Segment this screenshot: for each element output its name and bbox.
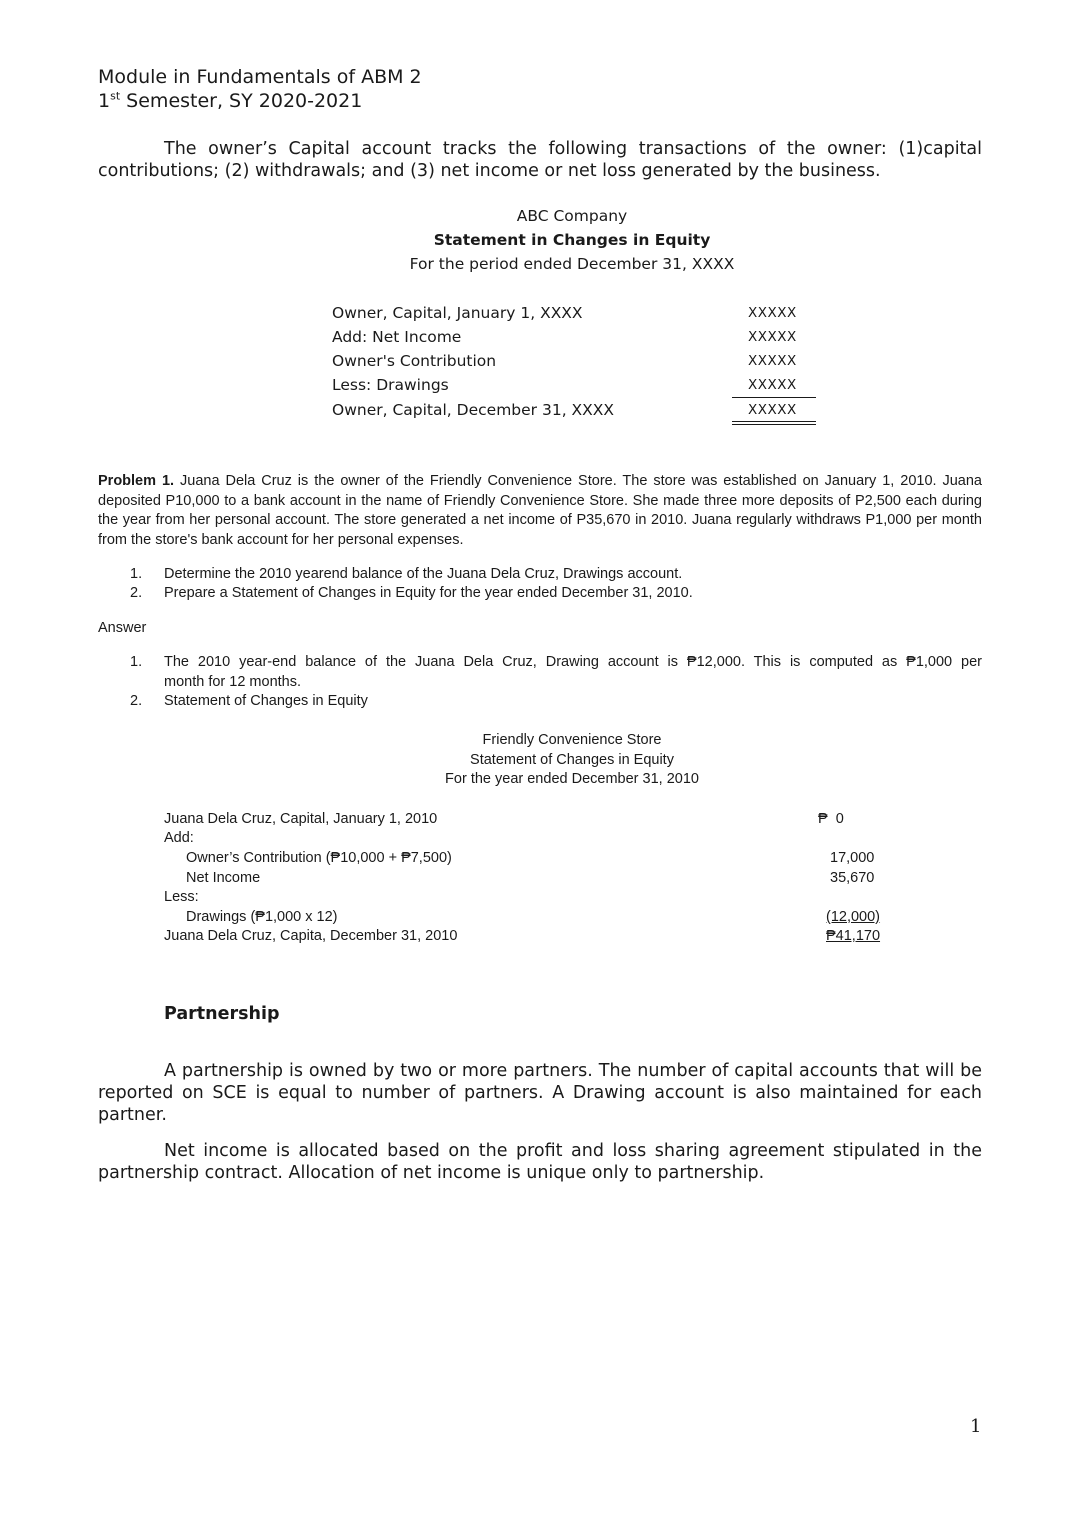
answer-text: Statement of Changes in Equity <box>164 693 368 709</box>
fcs-contribution-label: Owner’s Contribution (₱10,000 + ₱7,500) <box>186 850 452 866</box>
semester-number: 1 <box>98 90 111 112</box>
partnership-paragraph-1: A partnership is owned by two or more partners. The number of capital accounts that will be reported on SCE is equal to number of partners. A Drawing account is also maintained for each partner. <box>98 1061 982 1125</box>
template-row-label: Add: Net Income <box>332 328 462 346</box>
template-title: Statement in Changes in Equity <box>433 231 711 249</box>
question-number: 1. <box>130 566 143 582</box>
answer-number: 1. <box>130 654 143 670</box>
problem-label: Problem 1. <box>98 473 175 489</box>
total-double-underline-top <box>732 421 816 422</box>
total-double-underline-bottom <box>732 424 816 425</box>
fcs-net-income-label: Net Income <box>186 870 261 886</box>
fcs-capital-begin-value: ₱ 0 <box>818 811 844 827</box>
question-text: Prepare a Statement of Changes in Equity for the year ended December 31, 2010. <box>164 585 693 601</box>
fcs-company: Friendly Convenience Store <box>482 732 662 748</box>
intro-paragraph: The owner’s Capital account tracks the following transactions of the owner: (1)capital contributions; (2) withdrawals; and (3) net income or net loss generated by the business. <box>98 139 982 181</box>
question-number: 2. <box>130 585 143 601</box>
fcs-capital-end-label: Juana Dela Cruz, Capita, December 31, 2010 <box>164 928 458 944</box>
fcs-title: Statement of Changes in Equity <box>470 752 674 768</box>
template-row-label: Owner, Capital, January 1, XXXX <box>332 304 583 322</box>
fcs-contribution-value: 17,000 <box>830 850 875 866</box>
fcs-net-income-value: 35,670 <box>830 870 875 886</box>
template-row-value: XXXXX <box>748 377 797 393</box>
semester-ordinal: st <box>110 89 121 103</box>
answer-number: 2. <box>130 693 143 709</box>
template-row-value: XXXXX <box>748 305 797 321</box>
problem-paragraph <box>98 472 982 551</box>
template-row-value: XXXXX <box>748 402 797 418</box>
fcs-add-label: Add: <box>164 830 194 846</box>
subtotal-underline <box>732 397 816 398</box>
semester-text: Semester, SY 2020-2021 <box>120 90 363 112</box>
fcs-drawings-value: (12,000) <box>826 909 881 925</box>
fcs-capital-end-value: ₱41,170 <box>826 928 881 944</box>
fcs-drawings-label: Drawings (₱1,000 x 12) <box>186 909 338 925</box>
answer-heading: Answer <box>98 620 147 636</box>
answer-text-line2: month for 12 months. <box>164 674 302 690</box>
module-title: Module in Fundamentals of ABM 2 <box>98 66 422 88</box>
fcs-capital-begin-label: Juana Dela Cruz, Capital, January 1, 2010 <box>164 811 438 827</box>
answer-text-line1: The 2010 year-end balance of the Juana Dela Cruz, Drawing account is ₱12,000. This is computed as ₱1,000 per <box>164 654 982 670</box>
template-row-label: Less: Drawings <box>332 376 449 394</box>
template-row-label: Owner's Contribution <box>332 352 497 370</box>
question-text: Determine the 2010 yearend balance of the Juana Dela Cruz, Drawings account. <box>164 566 683 582</box>
fcs-less-label: Less: <box>164 889 199 905</box>
problem-text: Juana Dela Cruz is the owner of the Friendly Convenience Store. The store was established on January 1, 2010. Juana deposited P10,000 to a bank account in the name of Friendly Convenience Store. She made three more deposits of P2,500 each during the year from her personal account. The store generated a net income of P35,670 in 2010. Juana regularly withdraws P1,000 per month from the store's bank account for her personal expenses. <box>98 473 982 549</box>
template-row-value: XXXXX <box>748 329 797 345</box>
template-company: ABC Company <box>516 207 628 225</box>
partnership-heading: Partnership <box>164 1004 280 1024</box>
template-row-label: Owner, Capital, December 31, XXXX <box>332 401 615 419</box>
semester-line <box>98 89 362 113</box>
fcs-period: For the year ended December 31, 2010 <box>445 771 699 787</box>
partnership-paragraph-2: Net income is allocated based on the profit and loss sharing agreement stipulated in the partnership contract. Allocation of net income is unique only to partnership. <box>98 1141 982 1183</box>
template-row-value: XXXXX <box>748 353 797 369</box>
template-period: For the period ended December 31, XXXX <box>409 255 735 273</box>
page-number: 1 <box>970 1416 982 1437</box>
